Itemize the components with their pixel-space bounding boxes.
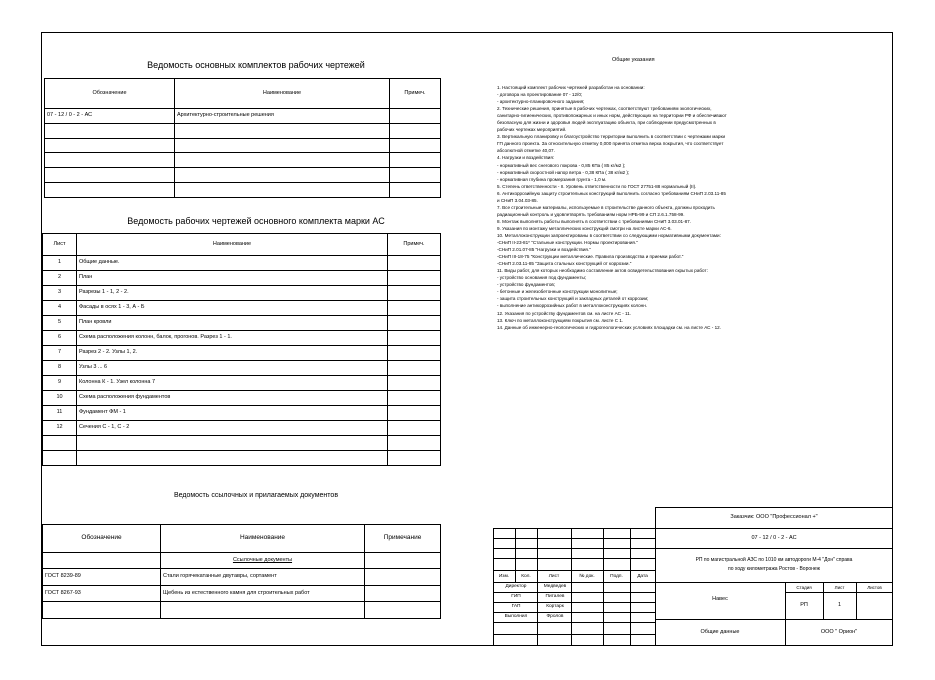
note-line: -СНиП 2.01.07-85 "Нагрузки и воздействия." [497,247,591,253]
table-cell: Стали горячекатанные двутавры, сортамент [161,569,365,586]
table-cell: 1 [43,256,77,271]
col-name: Наименование [77,234,388,256]
table-cell: Разрезы 1 - 1, 2 - 2. [77,286,388,301]
general-notes [497,84,842,331]
table-cell: Общие данные. [77,256,388,271]
table-cell [45,123,175,138]
note-line: 8. Монтаж выполнять работы выполнять в соответствии с требованиями СНиП 3.03.01-87. [497,218,691,224]
note-line: 10. Металлоконструкции запроектированы в соответствии со следующими нормативными документами: [497,232,721,238]
note-line: 3. Вертикальную планировку и благоустройство территории выполнить в соответствии с чертежами марки [497,134,726,140]
table-cell: 11 [43,406,77,421]
table-cell [161,602,365,619]
table-row [43,361,441,376]
customer: Заказчик: ООО "Профессионал +" [730,514,818,520]
table-row [43,569,441,586]
refs-table [42,524,441,619]
col-designation: Обозначение [45,79,175,109]
tb-col-header: Подп. [610,574,623,579]
main-sets-title: Ведомость основных комплектов рабочих чертежей [147,60,365,70]
project-name: РП по магистральной АЗС по 1010 км автодороги М-4 "Дон" справа [695,557,853,563]
table-cell [45,153,175,168]
note-line: безопасную для жизни и здоровья людей эксплуатацию объекта, при соблюдении предусмотренных в [497,120,716,126]
table-cell: План кровли [77,316,388,331]
note-line: - архитектурно-планировочного задания; [497,99,585,105]
table-cell: Разрез 2 - 2. Узлы 1, 2. [77,346,388,361]
table-row [45,123,441,138]
table-row [43,451,441,466]
note-line: -СНиП II-23-81* "Стальные конструкции. Нормы проектирования." [497,240,638,246]
table-cell [175,138,390,153]
col-designation: Обозначение [43,525,161,553]
table-cell [388,331,441,346]
main-sets-table [44,78,441,198]
tb-col-header: № док. [579,574,595,579]
table-cell: Фасады в осях 1 - 3, А - Б [77,301,388,316]
notes-title: Общие указания [612,57,655,63]
table-cell [175,182,390,197]
project-name-2: по ходу километража Ростов - Воронеж [728,566,820,572]
sheet-title: Общие данные [700,629,740,635]
table-cell [175,153,390,168]
table-cell: 3 [43,286,77,301]
note-line: радиационный контроль и удовлетворять требованиям норм НРБ-99 и СП 2.6.1.758-99. [497,211,685,217]
table-cell: Щебень из естественного камня для строительных работ [161,585,365,602]
signer-name: Кортарк [546,604,564,609]
signer-name: Питалев [545,594,565,599]
table-cell [388,421,441,436]
table-row [43,286,441,301]
table-cell [43,436,77,451]
table-row [45,109,441,124]
signer-role: Выполнил [504,614,528,619]
refs-title: Ведомость ссылочных и прилагаемых документов [173,492,339,499]
note-line: ГП данного проекта. За относительную отметку 0,000 принята отметка верха покрытия, что соответствует [497,141,724,147]
table-row [43,376,441,391]
note-line: 4. Нагрузки и воздействия: [497,155,555,161]
stage-header: Стадия [796,585,812,590]
signer-name: Фролов [546,614,564,619]
note-line: рабочих чертежах мероприятий. [497,127,567,133]
table-cell [390,138,441,153]
table-cell: 12 [43,421,77,436]
signer-name: Медведев [543,584,567,589]
note-line: - защита строительных конструкций и закладных деталей от коррозии; [497,296,649,302]
table-cell [388,316,441,331]
table-cell [365,569,441,586]
table-row [45,153,441,168]
refs-section-label: Ссылочные документы [161,553,365,569]
note-line: 7. Все строительные материалы, используемые в строительстве данного объекта, должны проходить [497,204,715,210]
table-row [43,391,441,406]
sheets-header: Листов [867,585,882,590]
signer-role: ГАП [511,604,521,609]
note-line: - нормативный скоростной напор ветра - 0,38 КПа ( 38 кг/м2 ); [497,169,630,175]
table-cell [388,286,441,301]
table-row [43,271,441,286]
note-line: - устройство основания под фундаменты; [497,275,587,281]
tb-col-header: Лист [548,574,560,579]
table-cell: Схема расположения колонн, балок, прогонов. Разрез 1 - 1. [77,331,388,346]
table-cell [388,346,441,361]
table-cell [388,301,441,316]
table-cell: Сечения С - 1, С - 2 [77,421,388,436]
col-name: Наименование [175,79,390,109]
note-line: -СНиП 2.03.11-85 "Защита стальных конструкций от коррозии." [497,261,632,267]
sheets-table [42,233,441,466]
table-cell [77,451,388,466]
table-cell: План [77,271,388,286]
table-row [43,256,441,271]
title-block [493,507,893,646]
note-line: санитарно-гигиенических, противопожарных и иных норм, действующих на территории РФ и обеспечивают [497,113,727,119]
note-line: 2. Технические решения, принятые в рабочих чертежах, соответствуют требованиям экологических, [497,106,712,112]
table-cell: Колонна К - 1. Узел колонна 7 [77,376,388,391]
table-cell: 10 [43,391,77,406]
table-row [45,168,441,183]
object-name: Навес [712,596,728,602]
sheet-value: 1 [837,602,842,608]
note-line: 11. Виды работ, для которых необходимо составление актов освидетельствования скрытых работ: [497,268,708,274]
table-cell [388,451,441,466]
table-cell [388,391,441,406]
table-cell: ГОСТ 8267-93 [43,585,161,602]
table-row [45,138,441,153]
table-cell [388,406,441,421]
table-row [43,585,441,602]
note-line: 1. Настоящий комплект рабочих чертежей разработан на основании: [497,85,645,90]
note-line: 14. Данные об инженерно-геологических и гидрогеологических условиях площадки см. на листе АС - 12. [497,324,721,330]
table-row [43,602,441,619]
note-line: 6. Антикоррозийную защиту строительных конструкций выполнить согласно требованиям СНиП 2.03.11-85 [497,190,726,196]
table-cell [45,138,175,153]
table-row [43,406,441,421]
table-cell [388,436,441,451]
table-row [45,182,441,197]
col-note: Примеч. [390,79,441,109]
table-cell: 5 [43,316,77,331]
table-cell: 2 [43,271,77,286]
sheet-header: Лист [834,585,845,590]
table-cell [388,376,441,391]
table-row [43,316,441,331]
signer-role: ГИП [511,594,521,599]
table-cell [175,123,390,138]
col-name: Наименование [161,525,365,553]
note-line: - бетонные и железобетонные конструкции монолитные; [497,289,618,295]
tb-col-header: Кол. [521,574,531,579]
note-line: 13. Ключ по металлоконструкциям покрытия см. листе С 1. [497,317,624,323]
table-cell [390,168,441,183]
table-cell: 07 - 12 / 0 - 2 - АС [45,109,175,124]
note-line: 9. Указания по монтажу металлических конструкций смотри на листе марки АС-6. [497,225,672,231]
table-cell [43,451,77,466]
note-line: и СНиП 3.04.03-85. [497,197,538,203]
table-row [43,331,441,346]
table-cell [365,585,441,602]
table-cell [43,602,161,619]
table-cell [45,182,175,197]
col-note: Примечание [365,525,441,553]
table-cell [175,168,390,183]
table-cell: 7 [43,346,77,361]
stage-value: РП [800,602,808,608]
note-line: абсолютной отметке 40,07. [497,148,555,154]
table-cell: 4 [43,301,77,316]
tb-col-header: Дата [637,574,648,579]
table-cell: Схема расположения фундаментов [77,391,388,406]
note-line: -СНиП III-18-75 "Конструкции металлические. Правила производства и приемки работ." [497,254,684,260]
table-cell: Фундамент ФМ - 1 [77,406,388,421]
signer-role: Директор [505,584,527,589]
table-cell: 8 [43,361,77,376]
table-cell: ГОСТ 8239-89 [43,569,161,586]
table-cell [388,361,441,376]
table-row [43,421,441,436]
table-cell [77,436,388,451]
note-line: - договора на проектирование 07 - 12/0; [497,92,583,98]
table-cell [365,602,441,619]
note-line: 5. Степень ответственности - II. Уровень ответственности по ГОСТ 27751-88 нормальный (II). [497,183,697,189]
tb-col-header: Изм. [498,574,510,579]
table-cell [390,153,441,168]
table-cell: Архитектурно-строительные решения [175,109,390,124]
table-cell [388,256,441,271]
doc-code: 07 - 12 / 0 - 2 - АС [751,535,797,541]
note-line: - нормативная глубина промерзания грунта - 1,0 м. [497,176,607,182]
note-line: - нормативный вес снегового покрова - 0,85 КПа ( 85 кг/м2 ); [497,162,626,168]
table-cell: Узлы 3 ... 6 [77,361,388,376]
sheets-title: Ведомость рабочих чертежей основного комплекта марки АС [127,216,385,226]
table-cell [45,168,175,183]
company: ООО " Орион" [820,629,858,635]
col-sheet: Лист [43,234,77,256]
col-note: Примеч. [388,234,441,256]
table-row [43,436,441,451]
table-cell [390,182,441,197]
table-cell: 9 [43,376,77,391]
note-line: 12. Указания по устройству фундаментов см. на листе АС - 11. [497,310,632,316]
table-cell: 6 [43,331,77,346]
note-line: - устройство фундаментов; [497,282,556,288]
table-cell [390,123,441,138]
table-cell [390,109,441,124]
note-line: - выполнение антикоррозийных работ в металлоконструкциях колонн. [497,303,648,309]
table-row [43,301,441,316]
table-cell [388,271,441,286]
table-row [43,346,441,361]
